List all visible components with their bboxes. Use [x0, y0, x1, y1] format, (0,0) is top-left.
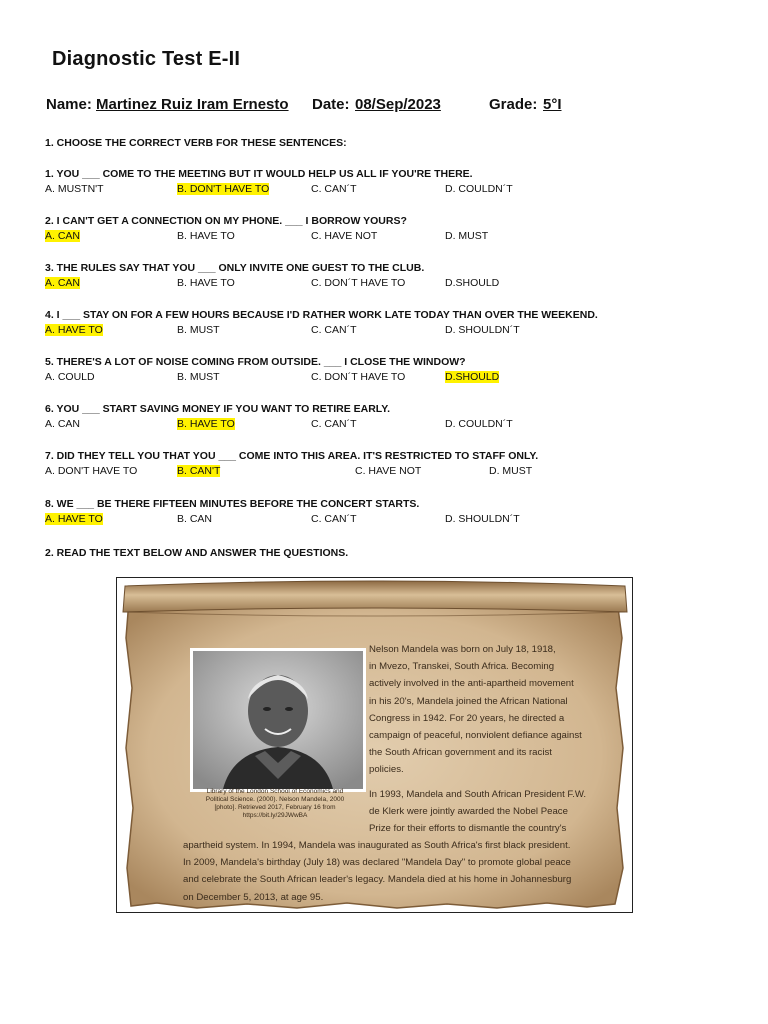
- student-name: Martinez Ruiz Iram Ernesto: [96, 96, 289, 113]
- text-line: In 2009, Mandela's birthday (July 18) was declared "Mandela Day" to promote global peace: [183, 857, 571, 869]
- answer-option-selected[interactable]: A. HAVE TO: [45, 513, 103, 525]
- student-grade: 5°I: [543, 96, 562, 113]
- answer-option[interactable]: A. MUSTN'T: [45, 183, 104, 195]
- answer-option[interactable]: D. MUST: [445, 230, 489, 242]
- answer-options: [45, 183, 725, 198]
- answer-option[interactable]: D. MUST: [489, 465, 533, 477]
- photo-caption: [183, 788, 367, 820]
- grade-label: Grade:: [489, 96, 538, 113]
- question-stem: 7. DID THEY TELL YOU THAT YOU ___ COME INTO THIS AREA. IT'S RESTRICTED TO STAFF ONLY.: [45, 450, 539, 462]
- text-line: de Klerk were jointly awarded the Nobel Peace: [369, 806, 568, 818]
- answer-option-selected[interactable]: A. CAN: [45, 277, 81, 289]
- text-line: [photo]. Retrieved 2017, February 16 from: [214, 804, 336, 811]
- text-line: In 1993, Mandela and South African President F.W.: [369, 789, 587, 800]
- answer-option[interactable]: B. CAN: [177, 513, 213, 525]
- question-3: [45, 262, 725, 292]
- question-stem: 8. WE ___ BE THERE FIFTEEN MINUTES BEFORE THE CONCERT STARTS.: [45, 498, 420, 510]
- answer-options: [45, 418, 725, 433]
- question-4: [45, 309, 725, 339]
- answer-option[interactable]: D. COULDN´T: [445, 183, 513, 195]
- answer-options: [45, 513, 725, 528]
- mandela-photo: [190, 648, 366, 792]
- answer-options: [45, 324, 725, 339]
- text-line: Congress in 1942. For 20 years, he directed a: [369, 712, 565, 724]
- question-stem: 2. I CAN'T GET A CONNECTION ON MY PHONE. ___ I BORROW YOURS?: [45, 215, 407, 227]
- answer-option[interactable]: D. COULDN´T: [445, 418, 513, 430]
- answer-option[interactable]: C. CAN´T: [311, 324, 357, 336]
- answer-option[interactable]: C. HAVE NOT: [355, 465, 422, 477]
- answer-option[interactable]: D.SHOULD: [445, 277, 500, 289]
- answer-option[interactable]: B. MUST: [177, 324, 220, 336]
- answer-options: [45, 277, 725, 292]
- answer-option-selected[interactable]: A. CAN: [45, 230, 81, 242]
- answer-option[interactable]: D. SHOULDN´T: [445, 513, 520, 525]
- text-line: Nelson Mandela was born on July 18, 1918,: [369, 644, 556, 655]
- answer-option[interactable]: D. SHOULDN´T: [445, 324, 520, 336]
- text-line: apartheid system. In 1994, Mandela was inaugurated as South Africa's first black president.: [183, 840, 571, 851]
- question-6: [45, 403, 725, 433]
- text-line: https://bit.ly/29JWwBA: [242, 812, 308, 819]
- name-label: Name:: [46, 96, 92, 113]
- date-label: Date:: [312, 96, 350, 113]
- question-2: [45, 215, 725, 245]
- question-stem: 1. YOU ___ COME TO THE MEETING BUT IT WOULD HELP US ALL IF YOU'RE THERE.: [45, 168, 473, 180]
- text-line: in Mvezo, Transkei, South Africa. Becoming: [369, 661, 555, 673]
- answer-option[interactable]: A. DON'T HAVE TO: [45, 465, 138, 477]
- paragraph-1: [369, 641, 582, 779]
- answer-option[interactable]: C. DON´T HAVE TO: [311, 371, 406, 383]
- answer-option-selected[interactable]: B. HAVE TO: [177, 418, 235, 430]
- answer-option[interactable]: C. CAN´T: [311, 183, 357, 195]
- section-2-heading: 2. READ THE TEXT BELOW AND ANSWER THE QUESTIONS.: [45, 547, 349, 559]
- answer-option[interactable]: C. DON´T HAVE TO: [311, 277, 406, 289]
- text-line: on December 5, 2013, at age 95.: [183, 891, 324, 903]
- paragraph-2-bottom: [183, 837, 571, 906]
- question-stem: 6. YOU ___ START SAVING MONEY IF YOU WANT TO RETIRE EARLY.: [45, 403, 391, 415]
- text-line: the South African government and its racist: [369, 747, 552, 759]
- question-5: [45, 356, 725, 386]
- section-1-heading: 1. CHOOSE THE CORRECT VERB FOR THESE SENTENCES:: [45, 137, 347, 149]
- answer-option[interactable]: B. HAVE TO: [177, 230, 235, 242]
- question-stem: 5. THERE'S A LOT OF NOISE COMING FROM OUTSIDE. ___ I CLOSE THE WINDOW?: [45, 356, 466, 368]
- question-7: [45, 450, 725, 480]
- answer-options: [45, 230, 725, 245]
- text-line: Library of the London School of Economics and: [206, 788, 344, 795]
- answer-option[interactable]: A. COULD: [45, 371, 95, 383]
- question-8: [45, 498, 725, 528]
- question-stem: 4. I ___ STAY ON FOR A FEW HOURS BECAUSE I'D RATHER WORK LATE TODAY THAN OVER THE WEEKEND.: [45, 309, 598, 321]
- text-line: Political Science. (2000). Nelson Mandela, 2000: [205, 796, 345, 803]
- text-line: and celebrate the South African leader's legacy. Mandela died at his home in Johannesburg: [183, 874, 572, 886]
- answer-option-selected[interactable]: A. HAVE TO: [45, 324, 103, 336]
- answer-option[interactable]: C. CAN´T: [311, 513, 357, 525]
- text-line: Prize for their efforts to dismantle the country's: [369, 823, 567, 835]
- answer-option[interactable]: B. HAVE TO: [177, 277, 235, 289]
- text-line: policies.: [369, 764, 404, 776]
- reading-passage: [116, 577, 633, 913]
- answer-option-selected[interactable]: B. DON'T HAVE TO: [177, 183, 270, 195]
- answer-option[interactable]: C. HAVE NOT: [311, 230, 378, 242]
- text-line: in his 20's, Mandela joined the African National: [369, 695, 568, 707]
- question-stem: 3. THE RULES SAY THAT YOU ___ ONLY INVITE ONE GUEST TO THE CLUB.: [45, 262, 425, 274]
- answer-options: [45, 371, 725, 386]
- test-date: 08/Sep/2023: [355, 96, 441, 113]
- text-line: campaign of peaceful, nonviolent defiance against: [369, 730, 582, 742]
- text-line: actively involved in the anti-apartheid movement: [369, 678, 574, 690]
- answer-option[interactable]: B. MUST: [177, 371, 220, 383]
- answer-option-selected[interactable]: D.SHOULD: [445, 371, 500, 383]
- answer-option-selected[interactable]: B. CAN'T: [177, 465, 221, 477]
- test-title: Diagnostic Test E-II: [52, 48, 241, 70]
- answer-option[interactable]: A. CAN: [45, 418, 81, 430]
- answer-options: [45, 465, 725, 480]
- paragraph-2-top: [369, 786, 586, 838]
- answer-option[interactable]: C. CAN´T: [311, 418, 357, 430]
- question-1: [45, 168, 725, 198]
